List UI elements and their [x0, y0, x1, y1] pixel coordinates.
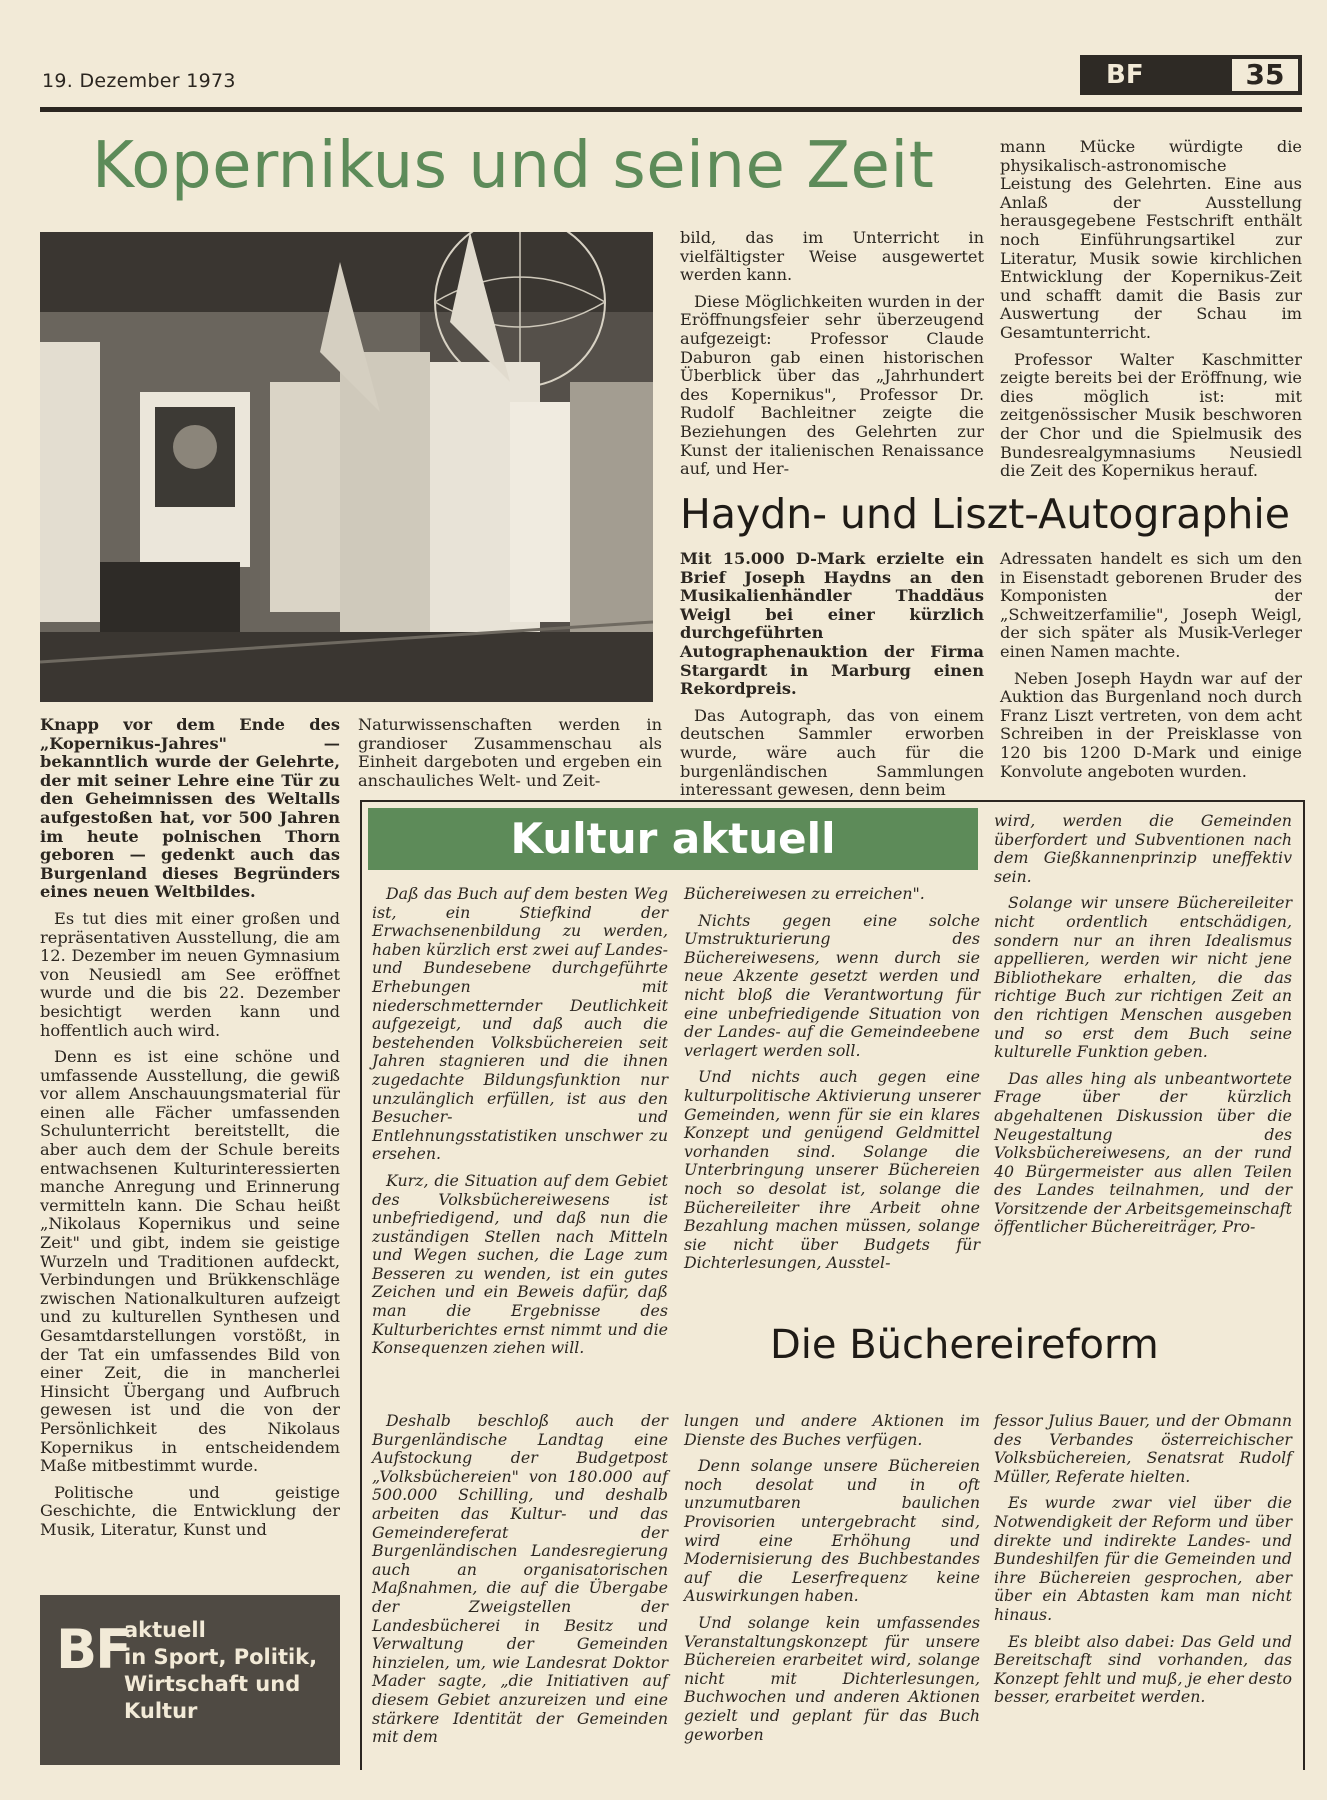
reform-c2-b: Denn solange unsere Büchereien noch desolat und in oft unzumutbaren baulichen Provisorien untergebracht sind, wird eine Erhöhung und Modernisierung des Buchbestandes auf die Leserfrequenz keine Auswirkungen haben. — [684, 1456, 980, 1606]
article1-column-1 — [40, 716, 340, 1548]
article-title-buechereireform: Die Büchereireform — [770, 1322, 1159, 1368]
kultur-box-right-border — [1303, 800, 1305, 1770]
kultur-c3-b: Solange wir unsere Büchereileiter nicht ordentlich entschädigen, sondern nur an ihren Idealismus appellieren, werden wir nicht jene Bibliothekare erhalten, die das richtige Buch zur richtigen Zeit an den richtigen Menschen ausgeben und so erst dem Buch seine kulturelle Funktion geben. — [994, 893, 1292, 1062]
kultur-box-left-border — [360, 800, 362, 1770]
bf-advertisement — [40, 1595, 340, 1765]
article1-paragraph-3: Politische und geistige Geschichte, die Entwicklung der Musik, Literatur, Kunst und — [40, 1482, 340, 1539]
article2-col2-b: Neben Joseph Haydn war auf der Auktion das Burgenland noch durch Franz Liszt vertreten, von dem acht Schreiben in der Preisklasse von 120 bis 1200 D-Mark und einige Konvolute angeboten wurden. — [1000, 668, 1302, 781]
article-title-haydn: Haydn- und Liszt-Autographie — [680, 490, 1290, 538]
kultur-c2-b: Nichts gegen eine solche Umstrukturierung des Büchereiwesens, wenn durch sie neue Akzente gesetzt werden und nicht bloß die Verantwortung für eine unbefriedigende Situation von der Landes- auf die Gemeindeebene verlagert werden soll. — [684, 910, 980, 1060]
article2-lead: Mit 15.000 D-Mark erzielte ein Brief Joseph Haydns an den Musikalienhändler Thaddäus Weigl bei einer kürzlich durchgeführten Autographenauktion der Firma Stargardt in Marburg einen Rekordpreis. — [680, 549, 984, 699]
reform-c2-a: lungen und andere Aktionen im Dienste des Buches verfügen. — [684, 1411, 980, 1449]
page-header-badge — [1080, 55, 1302, 95]
article1-column-2 — [358, 716, 662, 798]
article1-col4-b: Professor Walter Kaschmitter zeigte bereits bei der Eröffnung, wie dies möglich ist: mit zeitgenössischer Musik beschworen der Chor und die Spielmusik des Bundesrealgymnasiums Neusiedl die Zeit des Kopernikus herauf. — [1000, 349, 1302, 481]
kultur-c2-a: Büchereiwesen zu erreichen". — [684, 884, 925, 903]
article1-col4-a: mann Mücke würdigte die physikalisch-astronomische Leistung des Gelehrten. Eine aus Anlaß der Ausstellung herausgegebene Festschrift enthält noch Einführungsartikel zur Literatur, Musik sowie kirchlichen Entwicklung der Kopernikus-Zeit und schafft damit die Basis zur Auswertung der Schau im Gesamtunterricht. — [1000, 137, 1302, 342]
article1-lead: Knapp vor dem Ende des „Kopernikus-Jahres" — bekanntlich wurde der Gelehrte, der mit seiner Lehre eine Tür zu den Geheimnissen des Weltalls aufgestoßen hat, vor 500 Jahren im heute polnischen Thorn geboren — gedenkt auch das Burgenland dieses Begründers eines neuen Weltbildes. — [40, 715, 340, 902]
article1-col3-a: bild, das im Unterricht in vielfältigster Weise ausgewertet werden kann. — [680, 228, 984, 285]
article2-paragraph-1: Das Autograph, das von einem deutschen Sammler erworben wurde, wäre auch für die burgenländischen Sammlungen interessant gewesen, denn beim — [680, 705, 984, 800]
reform-c1-a: Deshalb beschloß auch der Burgenländische Landtag eine Aufstockung der Budgetpost „Volksbüchereien" von 180.000 auf 500.000 Schilling, und deshalb arbeiten das Kultur- und das Gemeindereferat der Burgenländischen Landesregierung auch an organisatorischen Maßnahmen, die auf die Übergabe der Zweigstellen der Landesbücherei in Besitz und Verwaltung der Gemeinden hinzielen, um, wie Landesrat Doktor Mader sagte, „die Initiativen auf diesem Gebiet anzureizen und eine stärkere Identität der Gemeinden mit dem — [372, 1411, 668, 1747]
reform-c3-a: fessor Julius Bauer, und der Obmann des Verbandes österreichischer Volksbüchereien, Senatsrat Rudolf Müller, Referate hielten. — [994, 1411, 1292, 1486]
kultur-c1-b: Kurz, die Situation auf dem Gebiet des Volksbüchereiwesens ist unbefriedigend, und daß nun die zuständigen Stellen nach Mitteln und Wegen suchen, die Lage zum Besseren zu wenden, ist ein gutes Zeichen und ein Beweis dafür, daß man die Ergebnisse des Kulturberichtes ernst nimmt und die Konsequenzen ziehen will. — [372, 1170, 668, 1358]
kultur-c3-a: wird, werden die Gemeinden überfordert und Subventionen nach dem Gießkannenprinzip uneffektiv sein. — [994, 811, 1292, 886]
bf-ad-line-1: aktuell — [124, 1618, 206, 1642]
article1-col3-b: Diese Möglichkeiten wurden in der Eröffnungsfeier sehr überzeugend aufgezeigt: Professor Claude Daburon gab einen historischen Überblick über das „Jahrhundert des Kopernikus", Professor Dr. Rudolf Bachleitner zeigte die Beziehungen des Gelehrten zur Kunst der italienischen Renaissance auf, und Her- — [680, 291, 984, 479]
article1-paragraph-1: Es tut dies mit einer großen und repräsentativen Ausstellung, die am 12. Dezember im neuen Gymnasium von Neusiedl am See eröffnet wurde und die bis 22. Dezember besichtigt werden kann und hoffentlich auch wird. — [40, 908, 340, 1040]
bf-ad-logo: BF — [56, 1618, 131, 1681]
page-number: 35 — [1232, 59, 1298, 91]
reform-column-3 — [994, 1412, 1292, 1715]
kultur-c1-a: Daß das Buch auf dem besten Weg ist, ein Stiefkind der Erwachsenenbildung zu werden, haben kürzlich erst zwei auf Landes- und Bundesebene durchgeführte Erhebungen mit niederschmetternder Deutlichkeit aufgezeigt, und daß auch die bestehenden Volksbüchereien seit Jahren stagnieren und die ihnen zugedachte Bildungsfunktion nur unzulänglich erfüllen, ist aus den Besucher- und Entlehnungsstatistiken unschwer zu ersehen. — [372, 884, 668, 1164]
article-title-kopernikus: Kopernikus und seine Zeit — [92, 129, 935, 203]
exhibition-photo — [40, 232, 653, 702]
article1-column-3 — [680, 229, 984, 487]
reform-c2-c: Und solange kein umfassendes Veranstaltungskonzept für unsere Büchereien erarbeitet wird, solange nicht mit Dichterlesungen, Buchwochen und anderen Aktionen gezielt und geplant für das Buch geworben — [684, 1612, 980, 1744]
bf-ad-line-4: Kultur — [124, 1699, 198, 1723]
article1-column-4 — [1000, 138, 1302, 489]
kultur-c3-c: Das alles hing als unbeantwortete Frage über der kürzlich abgehaltenen Diskussion über die Neugestaltung des Volksbüchereiwesens, an der rund 40 Bürgermeister aus allen Teilen des Landes teilnahmen, und der Vorsitzende der Arbeitsgemeinschaft öffentlicher Büchereiträger, Pro- — [994, 1068, 1292, 1237]
reform-c3-c: Es bleibt also dabei: Das Geld und Bereitschaft sind vorhanden, das Konzept fehlt und muß, je eher desto besser, erarbeitet werden. — [994, 1631, 1292, 1707]
kultur-box-top-border — [360, 800, 1305, 802]
issue-date: 19. Dezember 1973 — [42, 70, 236, 92]
kultur-column-3 — [994, 812, 1292, 1245]
header-rule — [40, 107, 1302, 112]
brand-logo: BF — [1106, 60, 1144, 90]
reform-column-2 — [684, 1412, 980, 1752]
bf-ad-line-2: in Sport, Politik, — [124, 1645, 318, 1669]
article1-paragraph-2: Denn es ist eine schöne und umfassende Ausstellung, die gewiß vor allem Anschauungsmaterial für einen alle Fächer umfassenden Schulunterricht bereitstellt, die aber auch dem der Schule bereits entwachsenen Kulturinteressierten manche Anregung und Erinnerung vermitteln kann. Die Schau heißt „Nikolaus Kopernikus und seine Zeit" und gibt, indem sie geistige Wurzeln und Traditionen aufdeckt, Verbindungen und Brükkenschläge zwischen Nationalkulturen aufzeigt und zu kulturellen Synthesen und Gesamtdarstellungen vorstößt, in der Tat ein umfassendes Bild von einer Zeit, die in mancherlei Hinsicht Übergang und Aufbruch gewesen ist und die von der Persönlichkeit des Nikolaus Kopernikus in entscheidendem Maße mitbestimmt wurde. — [40, 1047, 340, 1476]
kultur-aktuell-banner: Kultur aktuell — [368, 808, 978, 870]
bf-ad-text — [124, 1617, 317, 1725]
article2-col2-a: Adressaten handelt es sich um den in Eisenstadt geborenen Bruder des Komponisten der „Schweitzerfamilie", Joseph Weigl, der sich später als Musik-Verleger einen Namen machte. — [1000, 549, 1302, 661]
article1-col2-text: Naturwissenschaften werden in grandioser Zusammenschau als Einheit dargeboten und ergeben ein anschauliches Welt- und Zeit- — [358, 715, 662, 790]
article2-column-2 — [1000, 550, 1302, 789]
kultur-column-2 — [684, 885, 980, 1281]
bf-ad-line-3: Wirtschaft und — [124, 1672, 301, 1696]
kultur-column-1 — [372, 885, 668, 1366]
article2-column-1 — [680, 550, 984, 808]
reform-c3-b: Es wurde zwar viel über die Notwendigkeit der Reform und über direkte und indirekte Landes- und Bundeshilfen für die Gemeinden und ihre Büchereien gesprochen, aber über ein Abtasten kam man nicht hinaus. — [994, 1493, 1292, 1624]
reform-column-1 — [372, 1412, 668, 1755]
kultur-c2-c: Und nichts auch gegen eine kulturpolitische Aktivierung unserer Gemeinden, wenn für sie ein klares Konzept und genügend Geldmittel vorhanden sind. Solange die Unterbringung unserer Büchereien noch so desolat ist, solange die Büchereileiter ihre Arbeit ohne Bezahlung machen müssen, solange sie nicht über Budgets für Dichterlesungen, Ausstel- — [684, 1067, 980, 1273]
exhibition-photo-image — [40, 232, 653, 702]
